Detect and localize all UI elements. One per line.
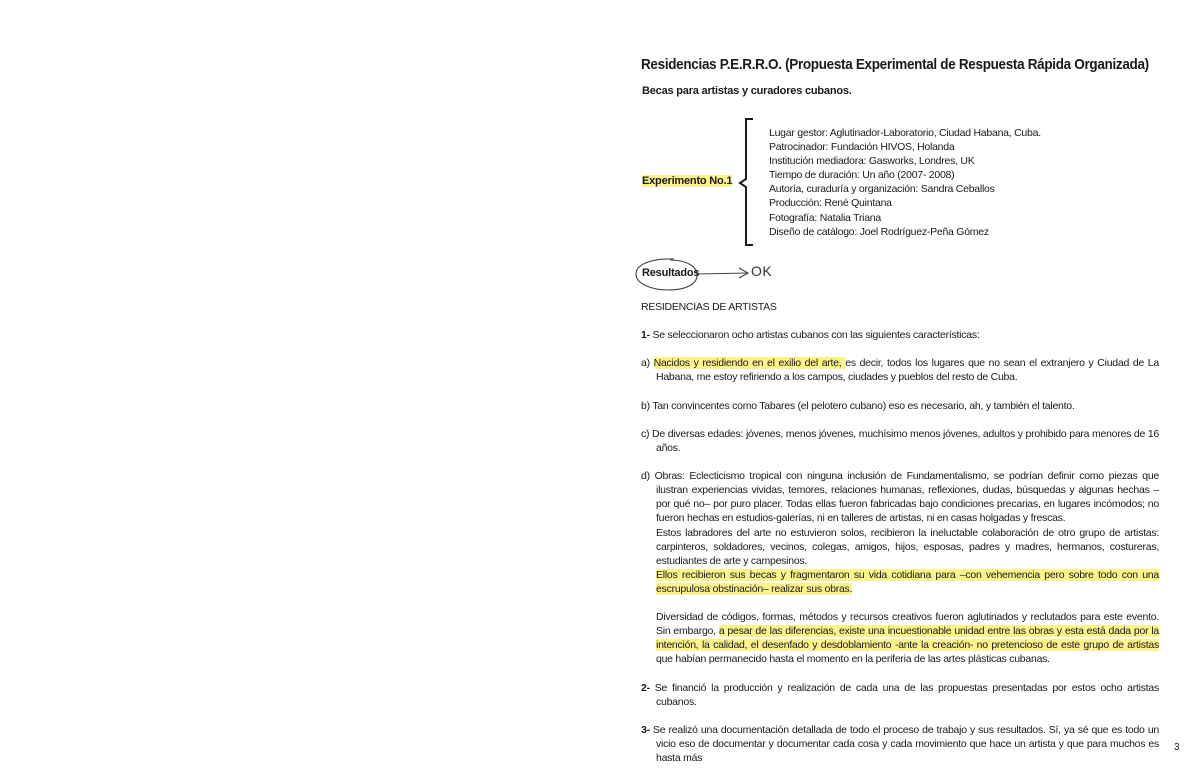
experiment-label (642, 175, 732, 187)
document-body (641, 300, 1159, 779)
item-text: Obras: Eclecticismo tropical con ninguna inclusión de Fundamentalismo, se podrían definir como piezas que ilustran experiencias vividas, temores, relaciones humanas, reflexiones, dudas, búsquedas y algunas hechas –por qué no– por puro placer. Todas ellas fueron fabricadas bajo condiciones precarias, en lugares incómodos; no fueron hechas en estudios-galerías, ni en talleres de artistas, ni en casas holgadas y frescas. (654, 470, 1159, 525)
detail-item: Autoría, curaduría y organización: Sandra Ceballos (769, 183, 995, 196)
handwritten-ok-note: OK (751, 263, 773, 279)
item-letter: c) (641, 427, 653, 440)
highlighted-text: Ellos recibieron sus becas y fragmentaron su vida cotidiana para –con vehemencia pero sobre todo con una escrupulosa obstinación– realizar sus obras. (656, 568, 1159, 595)
item-letter: a) (641, 357, 654, 370)
list-item (641, 723, 1159, 765)
detail-item: Fotografía: Natalia Triana (769, 211, 881, 224)
section-heading: RESIDENCIAS DE ARTISTAS (641, 301, 777, 313)
list-item (641, 681, 1159, 709)
detail-item: Lugar gestor: Aglutinador-Laboratorio, Ciudad Habana, Cuba. (769, 127, 1041, 139)
highlighted-text: a pesar de las diferencias, existe una incuestionable unidad entre las obras y esta está dada por la intención, la calidad, el desenfado y desdoblamiento -ante la creación- no pretencioso de este grupo de artistas (656, 625, 1160, 652)
item-text: Estos labradores del arte no estuvieron solos, recibieron la ineluctable colaboración de otro grupo de artistas: carpinteros, soldadores, vecinos, colegas, amigos, hijos, esposas, padres y madres, hermanos, costureras, estudiantes de arte y campesinos. (656, 526, 1159, 567)
detail-item: Patrocinador: Fundación HIVOS, Holanda (769, 141, 955, 154)
item-text: Se seleccionaron ocho artistas cubanos con las siguientes características: (649, 329, 980, 342)
item-text: Se realizó una documentación detallada de todo el proceso de trabajo y sus resultados. Sí, ya sé que es todo un vicio eso de documentar y documentar cada cosa y cada movimiento que hace un artista y que para muchos es hasta más (649, 723, 1159, 764)
curly-bracket (735, 118, 757, 248)
list-item (641, 469, 1159, 596)
paragraph-text: que habían permanecido hasta el momento en la periferia de las artes plásticas cubanas. (656, 653, 1050, 666)
detail-item: Tiempo de duración: Un año (2007- 2008) (769, 169, 955, 182)
item-text: De diversas edades: jóvenes, menos jóvenes, muchísimo menos jóvenes, adultos y prohibido para menores de 16 años. (652, 427, 1159, 454)
paragraph (641, 610, 1159, 666)
experiment-label-highlight: Experimento No.1 (642, 175, 733, 187)
page-subtitle: Becas para artistas y curadores cubanos. (642, 85, 852, 97)
page-title: Residencias P.E.R.R.O. (Propuesta Experimental de Respuesta Rápida Organizada) (641, 56, 1149, 73)
highlighted-text: Nacidos y residiendo en el exilio del arte, (653, 357, 846, 370)
list-item (641, 356, 1159, 384)
list-item (641, 328, 1159, 342)
item-number: 2- (641, 681, 650, 694)
detail-item: Producción: René Quintana (769, 197, 892, 210)
page-number: 3 (1174, 742, 1180, 753)
item-number: 3- (641, 723, 650, 736)
paragraph-text: Diversidad de códigos, formas, métodos y recursos creativos fueron aglutinados y reclutados para este evento. Sin embargo, (656, 611, 1159, 638)
detail-item: Institución mediadora: Gasworks, Londres, UK (769, 155, 975, 168)
item-number: 1- (641, 329, 650, 342)
detail-item: Diseño de catálogo: Joel Rodríguez-Peña Gómez (769, 225, 989, 238)
item-letter: b) (641, 399, 653, 412)
list-item (641, 399, 1159, 413)
experiment-details-list (769, 126, 1041, 239)
item-text: Tan convincentes como Tabares (el pelotero cubano) eso es necesario, ah, y también el talento. (652, 399, 1075, 412)
item-text: es decir, todos los lugares que no sean el extranjero y Ciudad de La Habana, me estoy refiriendo a los campos, ciudades y pueblos del resto de Cuba. (656, 357, 1159, 384)
item-text: Se financió la producción y realización de cada una de las propuestas presentadas por estos ocho artistas cubanos. (649, 681, 1159, 708)
list-item (641, 427, 1159, 455)
results-label: Resultados (642, 267, 700, 279)
item-letter: d) (641, 470, 655, 483)
